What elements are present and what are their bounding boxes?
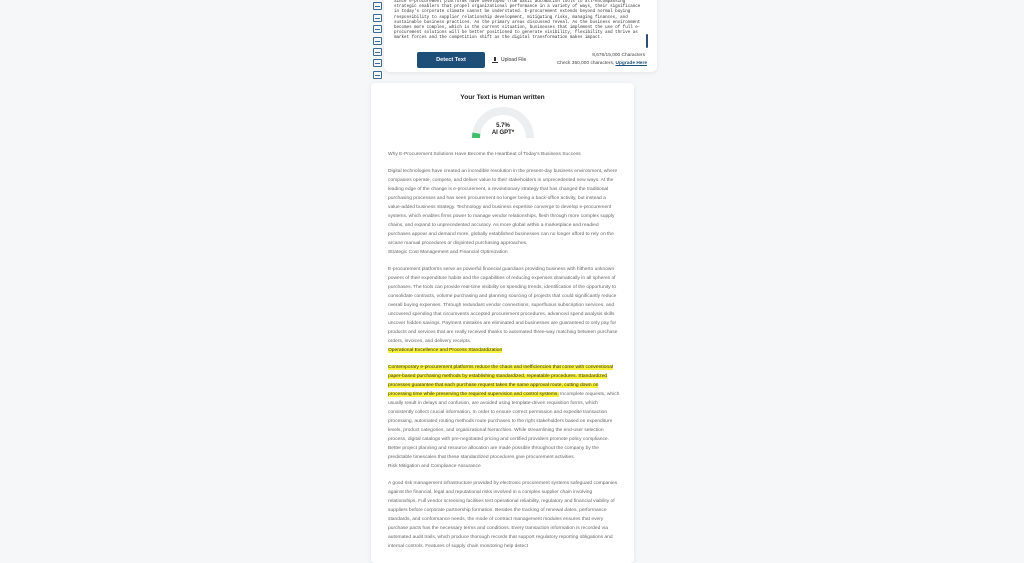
result-card bbox=[371, 83, 634, 563]
upgrade-link[interactable]: Upgrade Here bbox=[616, 61, 647, 66]
ai-gauge bbox=[472, 107, 534, 139]
input-card bbox=[384, 0, 657, 72]
character-limit bbox=[557, 61, 647, 66]
paragraph-2: E-procurement platforms serve as powerful financial guardians providing business with hitherto unknown powers of their expenditure habits and the capabilities of reducing expenses dramatically in all spheres of purchases. The tools can provide real-time visibility on spending trends, identification of the opportunity to consolidate contracts, volume purchasing and planning sourcing of projects that could significantly reduce overall buying expenses. Through redundant vendor connections, superfluous subscription services, and uncovered spending that circumvents accepted procurement procedures, advanced spend analysis skills uncover hidden savings. Payment mistakes are eliminated and businesses are guaranteed to only pay for products and services that are really received thanks to automated three-way matching between purchase orders, invoices, and delivery receipts. bbox=[388, 265, 620, 346]
highlighted-sentence: Contemporary e-procurement platforms reduce the chaos and inefficiencies that come with conventional paper-based purchasing methods by establishing standardized, repeatable procedures. Standardized processes guarantee that each purchase request takes the same approval route, cutting down on processing time while preserving the required supervision and control systems. bbox=[388, 365, 613, 397]
section-heading-1: Strategic Cost Management and Financial Optimization bbox=[388, 248, 620, 257]
analyzed-text bbox=[388, 150, 620, 551]
users-icon[interactable] bbox=[373, 25, 382, 33]
section-heading-2 bbox=[388, 346, 620, 355]
tool-rail bbox=[370, 0, 384, 82]
upload-file-button[interactable] bbox=[492, 53, 526, 67]
gauge-label bbox=[472, 123, 534, 137]
text-input[interactable]: Since e-procurement platforms have developed from basic automation tools to all-encompassing strategic enablers that propel organizational performance in a variety of ways, their significance in today's corporate climate cannot be understated. E-procurement extends beyond normal buying responsibility to supplier relationship development, mitigating risks, managing finances, and sustainable business practices. As the primary areas discussed reveal. As the business environment becomes more complex, which is the current situation, businesses that implement the use of full e-procurement solutions will be better positioned to generate visibility, flexibility and thrive as market forces and the competition shift as the digital transformation makes impact. bbox=[394, 0, 644, 36]
character-limit-text: Check 350,000 characters, bbox=[557, 61, 614, 66]
detect-text-button[interactable]: Detect Text bbox=[417, 52, 485, 68]
ai-label: AI GPT* bbox=[472, 130, 534, 137]
page-icon[interactable] bbox=[373, 48, 382, 56]
character-count: 8,676/15,000 Characters bbox=[592, 53, 645, 58]
paragraph-4: A good risk management infrastructure provided by electronic procurement systems safeguard companies against the financial, legal and reputational risks involved in a complex supplier chain involving relationships. Full vendor screening facilities test operational reliability, regulatory and financial viability of suppliers before corporate partnership formation. Besides the tracking of renewal dates, performance standards, and conformance needs, the mode of contract management modules ensures that every purchase pacts has the necessary terms and conditions. Every transaction information is recorded via automated audit trails, which produce thorough records that support regulatory reporting obligations and internal controls. Features of supply chain monitoring help detect bbox=[388, 479, 620, 551]
ai-percent: 5.7% bbox=[472, 123, 534, 130]
highlighted-heading: Operational Excellence and Process Standardization bbox=[388, 348, 502, 353]
paragraph-3-rest: Incomplete requests, which usually result in delays and confusion, are avoided using template-driven requisition forms, which consistently collect crucial information. In order to ensure correct permission and expedite transaction processing, automated routing methods route purchases to the right stakeholders based on expenditure levels, product categories, and organizational hierarchies. While streamlining the end-user selection process, digital catalogs with pre-negotiated pricing and certified providers promote policy compliance. Better project planning and resource allocation are made possible throughout the company by the predictable timescales that these standardized procedures give procurement activities. bbox=[388, 392, 619, 460]
paragraph-1: Digital technologies have created an incredible revolution in the present-day business environment, where companies operate, compete, and deliver value to their stakeholders in unprecedented new ways. At the leading edge of the change is e-procurement, a revolutionary strategy that has changed the traditional purchasing processes and has seen procurement no longer being a back-office activity, but instead a value-added business strategy. Technology and business expertise converge to develop e-procurement systems, which enables firms power to manage vendor relationships, flesh through more complex supply chains, and expand to unprecedented accuracy. As more global within a marketplace and readied purchases appear and demand more, globally established businesses can no longer afford to rely on the arcane manual procedures or disjointed purchasing approaches. bbox=[388, 167, 620, 248]
file-icon[interactable] bbox=[373, 14, 382, 22]
upload-label: Upload File bbox=[501, 57, 526, 63]
mail-icon[interactable] bbox=[373, 71, 382, 79]
scrollbar-thumb[interactable] bbox=[646, 34, 648, 48]
section-heading-3: Risk Mitigation and Compliance Assurance bbox=[388, 462, 620, 471]
article-title: Why E-Procurement Solutions Have Become the Heartbeat of Today's Business Success bbox=[388, 150, 620, 159]
paragraph-3 bbox=[388, 363, 620, 462]
file-check-icon[interactable] bbox=[373, 37, 382, 45]
upload-icon bbox=[492, 57, 498, 63]
document-icon[interactable] bbox=[373, 2, 382, 10]
result-title: Your Text is Human written bbox=[371, 94, 634, 101]
table-icon[interactable] bbox=[373, 59, 382, 67]
